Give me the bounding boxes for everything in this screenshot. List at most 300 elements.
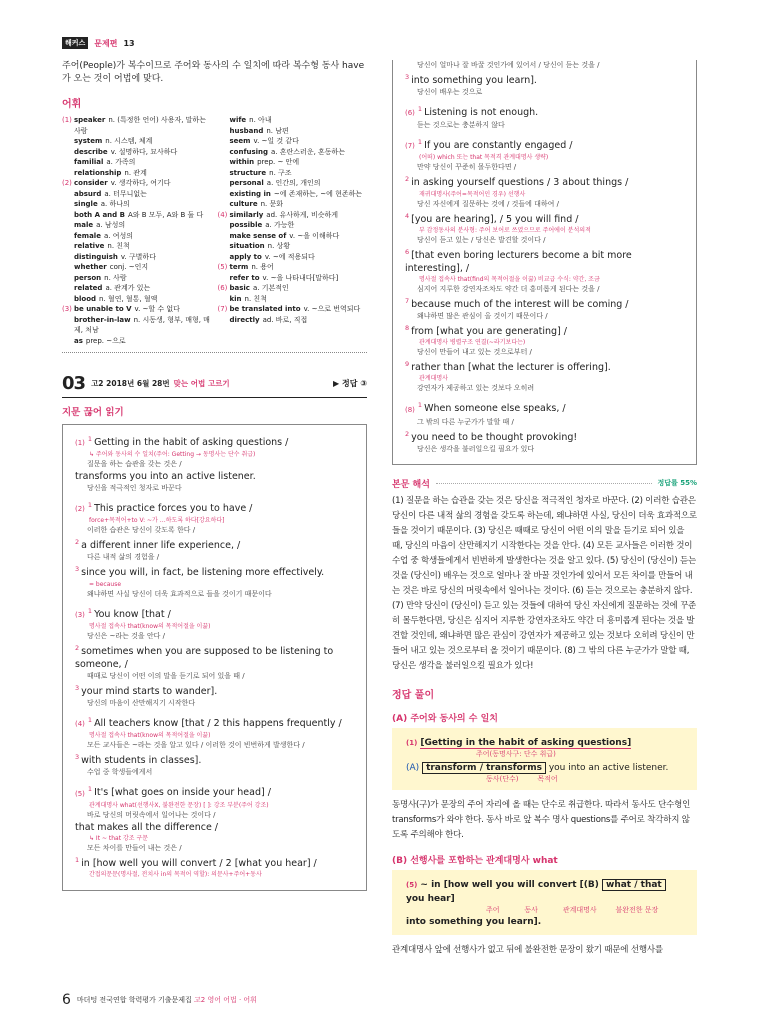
explanation-text: (1) 질문을 하는 습관을 갖는 것은 당신을 적극적인 청자로 바꾼다. (2) 이러한 습관은 당신이 다른 내적 삶의 경험을 갖도록 하는데, 왜냐하면 사실, 당신이 더욱 효과적으로 들을 것이기 때문이다. (3) 당신은 때때로 당신이 어떤 이의 말을 듣기로 되어 있을 때, 당신의 마음이 산만해지기 시작한다는 것을 안다. (4) 모든 교사들은 이러한 것이 수업 중 학생들에게서 빈번하게 발생한다는 것을 알고 있다. (5) 당신이 (당신이) 듣는 것을 (당신이) 배우는 것으로 얼마나 잘 바꿀 것인가에 있어서 모든 차이를 만들어 내는 것은 바로 당신의 머릿속에서 일어나는 것이다. (6) 듣는 것으로는 충분하지 않다. (7) 만약 당신이 (당신이) 듣고 있는 것들에 대하여 당신 자신에게 질문하는 것에 꾸준히 몰두한다면, 당신은 심지어 지루한 강연자조차도 약간 더 흥미롭게 된다는 것을 발견할 것인데, 왜냐하면 많은 관심이 강연자가 제공하고 있는 것보다 오히려 당신이 만들어 내고 있는 것으로부터 올 것이기 때문이다. (8) 그 밖의 다른 누군가가 말할 때, 당신은 생각을 불러일으킬 필요가 있다! xyxy=(392,495,697,671)
grammar-note: 부 감정동사의 분사형: 주어 보어로 쓰였으므로 주어에이 분석의적 xyxy=(419,226,591,234)
vocab-word: confusing xyxy=(229,147,269,156)
passage-line xyxy=(405,399,686,416)
answer-a-text: 동명사(구)가 문장의 주어 자리에 올 때는 단수로 취급한다. 따라서 동사도 단수형인 transforms가 와야 한다. 동사 바로 앞 복수 명사 questions를 주어로 착각하지 않도록 주의해야 한다. xyxy=(392,799,691,840)
page-footer xyxy=(62,992,257,1008)
segment-number: 1 xyxy=(417,401,423,410)
vocab-num xyxy=(218,315,230,326)
choice-a-rest: you into an active listener. xyxy=(548,762,669,773)
vocab-num xyxy=(62,262,74,273)
vocab-column-left xyxy=(62,115,212,346)
passage-paragraph xyxy=(75,499,356,599)
vocab-row xyxy=(62,157,212,168)
english-text: When someone else speaks, / xyxy=(424,403,566,415)
paragraph-number: (4) xyxy=(75,720,85,729)
vocab-word: apply to xyxy=(229,252,262,261)
answer-b-box xyxy=(392,870,697,935)
grammar-note: force+목적어+to V: ~가 …하도록 하다[강요하다] xyxy=(89,517,225,525)
english-text: sometimes when you are supposed to be listening to xyxy=(81,645,334,657)
vocab-num xyxy=(62,241,74,252)
segment-number: 1 xyxy=(75,855,80,864)
vocab-row xyxy=(218,199,368,210)
english-text: Getting in the habit of asking questions / xyxy=(94,437,289,449)
left-column xyxy=(62,60,367,891)
english-text: Listening is not enough. xyxy=(424,107,539,119)
vocab-meaning: n. 시스템, 체계 xyxy=(105,137,153,145)
vocab-meaning: v. 구별하다 xyxy=(120,252,156,261)
vocab-row xyxy=(218,294,368,305)
vocab-word: situation xyxy=(229,242,265,250)
vocab-meaning: v. ~할 수 없다 xyxy=(134,305,180,313)
vocab-row xyxy=(218,210,368,221)
english-text: It's [what goes on inside your head] / xyxy=(94,787,271,799)
korean-translation: 질문을 하는 습관을 갖는 것은 / xyxy=(87,460,182,469)
passage-line xyxy=(75,605,356,622)
korean-translation: 왜냐하면 사실 당신이 더욱 효과적으로 들을 것이기 때문이다 xyxy=(87,589,272,598)
vocab-num xyxy=(218,220,230,231)
vocab-meaning: v. ~일 것 같다 xyxy=(253,137,299,145)
passage-box xyxy=(62,424,367,891)
korean-translation: 심지어 지루한 강연자조차도 약간 더 흥미롭게 된다는 것을 / xyxy=(417,284,600,293)
segment-number: 1 xyxy=(417,105,423,114)
paragraph-number: (2) xyxy=(75,505,85,514)
vocab-num xyxy=(62,336,74,347)
correct-rate: 정답률 55% xyxy=(657,479,697,488)
vocab-word: consider xyxy=(74,179,108,187)
vocab-row xyxy=(62,252,212,263)
grammar-note: ↳ It ~ that 강조 구문 xyxy=(89,834,149,842)
vocab-word: describe xyxy=(74,147,108,156)
vocab-word: female xyxy=(74,231,101,240)
passage-line xyxy=(75,499,356,516)
english-text: you need to be thought provoking! xyxy=(411,431,578,443)
passage-line xyxy=(405,210,686,226)
sentence-num: (5) xyxy=(406,880,418,889)
b-note: 주어 xyxy=(486,905,500,914)
vocab-meaning: v. ~을 이해하다 xyxy=(289,231,340,240)
korean-translation: 수업 중 학생들에게서 xyxy=(87,768,153,777)
choice-b: what / that xyxy=(602,879,666,891)
passage-line xyxy=(75,751,356,767)
vocab-num xyxy=(218,147,230,158)
passage-line xyxy=(75,783,356,800)
vocab-meaning: a. 여성의 xyxy=(103,231,133,240)
page-header xyxy=(62,36,135,50)
vocab-row xyxy=(218,115,368,126)
vocab-word: be translated into xyxy=(229,305,301,313)
vocab-word: familial xyxy=(74,158,104,166)
english-text: because much of the interest will be coming / xyxy=(411,299,629,311)
right-column xyxy=(392,60,697,958)
vocab-meaning: n. 상황 xyxy=(267,242,291,250)
vocab-meaning: a. 기본적인 xyxy=(252,284,289,292)
segment-number: 8 xyxy=(405,324,410,333)
korean-translation: 바로 당신의 머릿속에서 일어나는 것이다 / xyxy=(87,810,216,819)
grammar-note: 명사절 접속사 that(know의 목적어절을 이끎) xyxy=(89,622,211,630)
vocab-num xyxy=(218,157,230,168)
grammar-note: 관계대명사 what(선행사X, 불완전한 문장) [ ]: 강조 부분(주어 강조) xyxy=(89,801,269,809)
passage-paragraph xyxy=(75,605,356,709)
english-text: You know [that / xyxy=(94,608,171,620)
english-text: with students in classes]. xyxy=(81,755,202,767)
passage-line xyxy=(75,470,356,483)
vocab-meaning: n. 사람 xyxy=(104,273,127,282)
vocab-meaning: n. 친척 xyxy=(107,242,130,250)
vocab-num xyxy=(218,273,230,284)
section-label: 문제편 xyxy=(94,38,118,48)
korean-translation: 듣는 것으로는 충분하지 않다 xyxy=(417,121,505,130)
passage-line xyxy=(405,71,686,87)
vocab-num xyxy=(218,231,230,242)
choice-a: transform / transforms xyxy=(422,762,546,774)
vocab-row xyxy=(62,336,212,347)
passage-line xyxy=(75,854,356,870)
subject-note: 주어(동명사구: 단수 취급) xyxy=(476,749,556,758)
passage-line xyxy=(75,821,356,834)
passage-paragraph xyxy=(75,783,356,878)
segment-number: 3 xyxy=(405,73,410,81)
passage-line xyxy=(75,714,356,731)
korean-translation: 당신을 적극적인 청자로 바꾼다 xyxy=(87,484,182,493)
vocab-row xyxy=(218,178,368,189)
vocab-num xyxy=(218,252,230,263)
passage-line xyxy=(405,428,686,444)
english-text: in asking yourself questions / 3 about things / xyxy=(411,177,629,189)
object-note: 목적어 xyxy=(537,774,558,783)
answer-b-text: 관계대명사 앞에 선행사가 없고 뒤에 불완전한 문장이 왔기 때문에 선행사를 xyxy=(392,944,663,955)
segment-number: 6 xyxy=(405,247,410,256)
passage-line xyxy=(75,682,356,698)
vocab-num xyxy=(62,273,74,284)
vocab-title: 어휘 xyxy=(62,99,82,110)
vocab-meaning: a. 터무니없는 xyxy=(104,189,147,198)
vocab-row xyxy=(218,157,368,168)
segment-number: 4 xyxy=(405,211,410,220)
korean-translation: 이러한 습관은 당신이 갖도록 한다 / xyxy=(87,526,196,535)
vocab-row xyxy=(62,231,212,242)
vocab-num: (2) xyxy=(62,179,72,187)
vocab-word: blood xyxy=(74,294,97,303)
korean-translation: 당신이 듣고 있는 / 당신은 발견할 것이다 / xyxy=(417,235,546,244)
vocab-row xyxy=(218,273,368,284)
vocab-num: (1) xyxy=(62,116,72,124)
vocab-word: as xyxy=(74,336,83,345)
vocab-word: male xyxy=(74,221,94,229)
vocab-word: both A and B xyxy=(74,210,125,219)
vocab-word: possible xyxy=(229,221,263,229)
vocab-meaning: ad. 유사하게, 비슷하게 xyxy=(266,210,339,219)
korean-translation: 모든 교사들은 ~라는 것을 알고 있다 / 이러한 것이 빈번하게 발생한다 / xyxy=(87,741,305,750)
book-subtitle: 고2 영어 어법 · 어휘 xyxy=(194,996,257,1004)
vocab-word: distinguish xyxy=(74,252,118,261)
vocab-num xyxy=(62,231,74,242)
korean-translation: 당신은 생각을 불러일으킬 필요가 있다 xyxy=(417,444,535,453)
english-text: rather than [what the lecturer is offering]. xyxy=(411,362,611,374)
segment-number: 3 xyxy=(75,683,80,692)
vocab-meaning: n. 아내 xyxy=(249,116,272,124)
segment-number: 2 xyxy=(405,175,410,184)
korean-translation: 다른 내적 삶의 경험을 / xyxy=(87,553,160,562)
english-text: If you are constantly engaged / xyxy=(424,140,573,152)
grammar-note: 재귀대명사(주어=목적어인 경우) 선행사 xyxy=(419,190,526,198)
b-note: 불완전한 문장 xyxy=(615,905,659,914)
segment-number: 1 xyxy=(87,435,93,443)
vocab-num xyxy=(218,178,230,189)
vocab-num xyxy=(62,283,74,294)
vocab-num xyxy=(62,157,74,168)
passage-paragraph xyxy=(75,433,356,494)
vocab-num xyxy=(218,168,230,179)
vocab-word: single xyxy=(74,200,98,208)
vocab-row xyxy=(62,283,212,294)
vocab-row xyxy=(62,262,212,273)
korean-translation: 당신이 만들어 내고 있는 것으로부터 / xyxy=(417,348,532,357)
vocab-num xyxy=(218,241,230,252)
english-text: [you are hearing], / 5 you will find / xyxy=(411,213,579,225)
vocab-num xyxy=(62,199,74,210)
question-source: 고2 2018년 6월 28번 xyxy=(91,379,170,388)
vocab-row xyxy=(218,220,368,231)
korean-translation: 때때로 당신이 어떤 이의 말을 듣기로 되어 있을 때 / xyxy=(87,671,245,680)
passage-line xyxy=(75,563,356,579)
explanation-title: 본문 해석 xyxy=(392,479,430,490)
korean-translation: 당신이 얼마나 잘 바꿀 것인가에 있어서 / 당신이 듣는 것을 / xyxy=(417,61,600,69)
passage-line xyxy=(75,642,356,658)
english-text: [that even boring lecturers become a bit more interesting], / xyxy=(405,249,632,274)
paragraph-number: (7) xyxy=(405,142,415,151)
vocab-row xyxy=(62,136,212,147)
section-page: 13 xyxy=(123,38,135,48)
segment-number: 1 xyxy=(87,606,93,615)
vocab-num xyxy=(218,199,230,210)
segment-number: 2 xyxy=(75,538,80,547)
question-number: 03 xyxy=(62,373,86,394)
vocab-word: term xyxy=(229,263,249,271)
vocab-num xyxy=(62,315,74,336)
choice-label: (A) xyxy=(406,762,420,773)
vocab-row xyxy=(62,210,212,221)
korean-translation: 당신이 배우는 것으로 xyxy=(417,88,483,97)
vocab-num xyxy=(218,189,230,200)
vocab-num xyxy=(62,252,74,263)
grammar-note: 명사절 접속사 that(find의 목적어절을 이끎) 비교급 수식: 약간, 조금 xyxy=(419,275,600,283)
vocab-row xyxy=(62,220,212,231)
sentence-num: (1) xyxy=(406,738,418,747)
passage-line xyxy=(405,322,686,338)
segment-number: 1 xyxy=(417,138,423,147)
grammar-note: ↳ 주어와 동사의 수 일치(주어: Getting → 동명사는 단수 취급) xyxy=(89,451,256,459)
english-text: from [what you are generating] / xyxy=(411,326,567,338)
vocab-row xyxy=(62,304,212,315)
vocab-row xyxy=(218,147,368,158)
page-number: 6 xyxy=(62,992,71,1008)
vocab-column-right xyxy=(218,115,368,346)
answer-title: 정답 풀이 xyxy=(392,689,435,701)
korean-translation: 당신의 마음이 산만해지기 시작한다 xyxy=(87,699,196,708)
korean-translation: 왜냐하면 많은 관심이 올 것이기 때문이다 / xyxy=(417,312,548,321)
vocab-meaning: n. 관계 xyxy=(124,168,147,177)
korean-translation: 만약 당신이 꾸준히 몰두한다면 / xyxy=(417,163,517,172)
segment-number: 1 xyxy=(87,501,93,510)
vocab-meaning: a. 혼란스러운, 혼동하는 xyxy=(271,147,346,156)
vocab-word: directly xyxy=(229,315,260,324)
segment-number: 1 xyxy=(87,785,93,794)
vocab-num xyxy=(62,294,74,305)
english-text: transforms you into an active listener. xyxy=(75,471,256,483)
paragraph-number: (6) xyxy=(405,109,415,118)
vocab-meaning: n. 구조 xyxy=(269,168,292,177)
vocab-word: system xyxy=(74,137,103,145)
vocab-num xyxy=(218,294,230,305)
english-text: someone, / xyxy=(75,658,128,670)
english-text: that makes all the difference / xyxy=(75,821,219,833)
vocab-meaning: n. 남편 xyxy=(266,126,289,135)
intro-paragraph: 주어(People)가 복수이므로 주어와 동사의 수 일치에 따라 복수형 동사 have 가 오는 것이 어법에 맞다. xyxy=(62,61,365,84)
korean-translation: 모든 차이를 만들어 내는 것은 / xyxy=(87,843,182,852)
vocab-word: seem xyxy=(229,137,251,145)
vocab-word: relative xyxy=(74,242,105,250)
grammar-note: (어떠) which 또는 that 목적격 관계대명사 생략) xyxy=(419,154,549,162)
vocab-word: kin xyxy=(229,294,242,303)
vocab-word: relationship xyxy=(74,168,122,177)
english-text: in [how well you will convert / 2 [what you hear] / xyxy=(81,857,317,869)
b-line-1-end: you hear] xyxy=(406,893,455,904)
vocab-row xyxy=(62,315,212,336)
vocab-word: husband xyxy=(229,126,264,135)
paragraph-number: (3) xyxy=(75,610,85,619)
grammar-note: 관계대명사 xyxy=(419,375,448,383)
vocab-meaning: n. 용어 xyxy=(251,263,274,271)
korean-translation: 그 밖의 다른 누군가가 말할 때 / xyxy=(417,417,514,426)
vocab-word: brother-in-law xyxy=(74,315,131,324)
vocab-word: culture xyxy=(229,200,258,208)
question-header xyxy=(62,373,367,398)
vocab-meaning: v. ~을 나타내다[말하다] xyxy=(262,273,339,282)
paragraph-number: (8) xyxy=(405,405,415,414)
vocab-meaning: n. 시동생, 형부, 매형, 매제, 처남 xyxy=(74,315,210,334)
passage-paragraph xyxy=(75,714,356,778)
vocab-num: (6) xyxy=(217,284,228,292)
passage-line xyxy=(405,173,686,189)
vocab-meaning: v. ~에 적용되다 xyxy=(264,252,315,261)
passage-paragraph xyxy=(405,399,686,454)
explanation-header xyxy=(392,477,697,490)
vocab-meaning: a. 하나의 xyxy=(100,200,130,208)
english-text: your mind starts to wander]. xyxy=(81,686,218,698)
vocab-num xyxy=(62,168,74,179)
b-note: 동사 xyxy=(524,905,538,914)
vocab-meaning: prep. ~으로 xyxy=(85,336,126,345)
question-answer: ▶ 정답 ③ xyxy=(333,379,367,388)
vocab-row xyxy=(218,315,368,326)
vocab-num: (7) xyxy=(217,305,228,313)
segment-number: 3 xyxy=(75,565,80,574)
vocab-row xyxy=(218,241,368,252)
passage-line xyxy=(405,246,686,275)
vocab-row xyxy=(218,283,368,294)
vocab-word: absurd xyxy=(74,189,102,198)
vocab-meaning: v. 생각하다, 여기다 xyxy=(110,179,171,187)
passage-line xyxy=(405,136,686,153)
korean-translation: 강연자가 제공하고 있는 것보다 오히려 xyxy=(417,384,535,393)
vocab-meaning: n. (특정한 언어) 사용자, 말하는 사람 xyxy=(74,116,206,135)
english-text: All teachers know [that / 2 this happens frequently / xyxy=(94,718,342,730)
vocab-row xyxy=(62,241,212,252)
vocab-meaning: a. 가능한 xyxy=(265,221,295,229)
vocab-word: person xyxy=(74,273,102,282)
divider xyxy=(436,483,652,484)
vocab-meaning: ~에 존재하는, ~에 현존하는 xyxy=(273,189,363,198)
vocab-meaning: v. ~으로 번역되다 xyxy=(303,305,361,313)
vocab-word: within xyxy=(229,158,255,166)
passage-paragraph xyxy=(405,60,686,98)
reading-title: 지문 끊어 읽기 xyxy=(62,407,124,418)
vocab-word: whether xyxy=(74,263,107,271)
vocab-num xyxy=(218,136,230,147)
vocab-word: similarly xyxy=(229,210,264,219)
vocab-word: basic xyxy=(229,284,250,292)
b-line-1: ~ in [how well you will convert [(B) xyxy=(420,879,599,890)
vocab-word: personal xyxy=(229,179,264,187)
passage-box-continued xyxy=(392,60,697,465)
english-text: since you will, in fact, be listening more effectively. xyxy=(81,567,325,579)
subject-phrase: [Getting in the habit of asking questions] xyxy=(420,737,632,748)
vocab-meaning: a. 가족의 xyxy=(106,158,136,166)
vocab-row xyxy=(62,147,212,158)
vocab-row xyxy=(218,252,368,263)
vocab-num xyxy=(218,126,230,137)
answer-a-title: (A) 주어와 동사의 수 일치 xyxy=(392,713,498,724)
vocab-meaning: n. 문화 xyxy=(260,200,283,208)
vocab-row xyxy=(62,115,212,136)
grammar-note: 관계대명사 병렬구조 연결(~라기보다는) xyxy=(419,339,526,347)
vocab-word: related xyxy=(74,284,103,292)
vocab-meaning: ad. 바로, 직접 xyxy=(262,315,308,324)
vocab-row xyxy=(62,273,212,284)
passage-line xyxy=(405,295,686,311)
vocab-meaning: a. 관계가 있는 xyxy=(105,284,151,292)
vocab-num xyxy=(62,189,74,200)
paragraph-number: (5) xyxy=(75,789,85,798)
vocab-row xyxy=(218,304,368,315)
vocab-meaning: a. 남성의 xyxy=(96,221,126,229)
vocab-word: existing in xyxy=(229,189,271,198)
footer-text xyxy=(77,995,257,1005)
vocab-word: be unable to V xyxy=(74,305,132,313)
vocab-meaning: n. 친척 xyxy=(244,294,267,303)
vocab-meaning: prep. ~ 안에 xyxy=(257,158,300,166)
vocab-word: wife xyxy=(229,116,247,124)
verb-note: 동사(단수) xyxy=(486,774,519,783)
vocab-num xyxy=(62,220,74,231)
answer-a-box xyxy=(392,728,697,790)
grammar-note: 명사절 접속사 that(know의 목적어절을 이끎) xyxy=(89,732,211,740)
passage-line xyxy=(75,433,356,450)
vocab-row xyxy=(62,178,212,189)
vocab-num xyxy=(62,136,74,147)
passage-line xyxy=(75,658,356,671)
vocab-num xyxy=(218,115,230,126)
passage-paragraph xyxy=(405,136,686,394)
grammar-note: 간접의문문(명사절, 전치사 in의 목적어 역할): 의문사+주어+동사 xyxy=(89,870,262,878)
vocab-row xyxy=(218,189,368,200)
vocab-row xyxy=(218,262,368,273)
vocab-word: refer to xyxy=(229,273,260,282)
vocab-row xyxy=(218,168,368,179)
vocab-meaning: n. 혈연, 혈통, 혈액 xyxy=(99,294,158,303)
vocab-meaning: v. 설명하다, 묘사하다 xyxy=(110,147,178,156)
segment-number: 1 xyxy=(87,716,93,725)
vocab-num: (3) xyxy=(62,305,72,313)
